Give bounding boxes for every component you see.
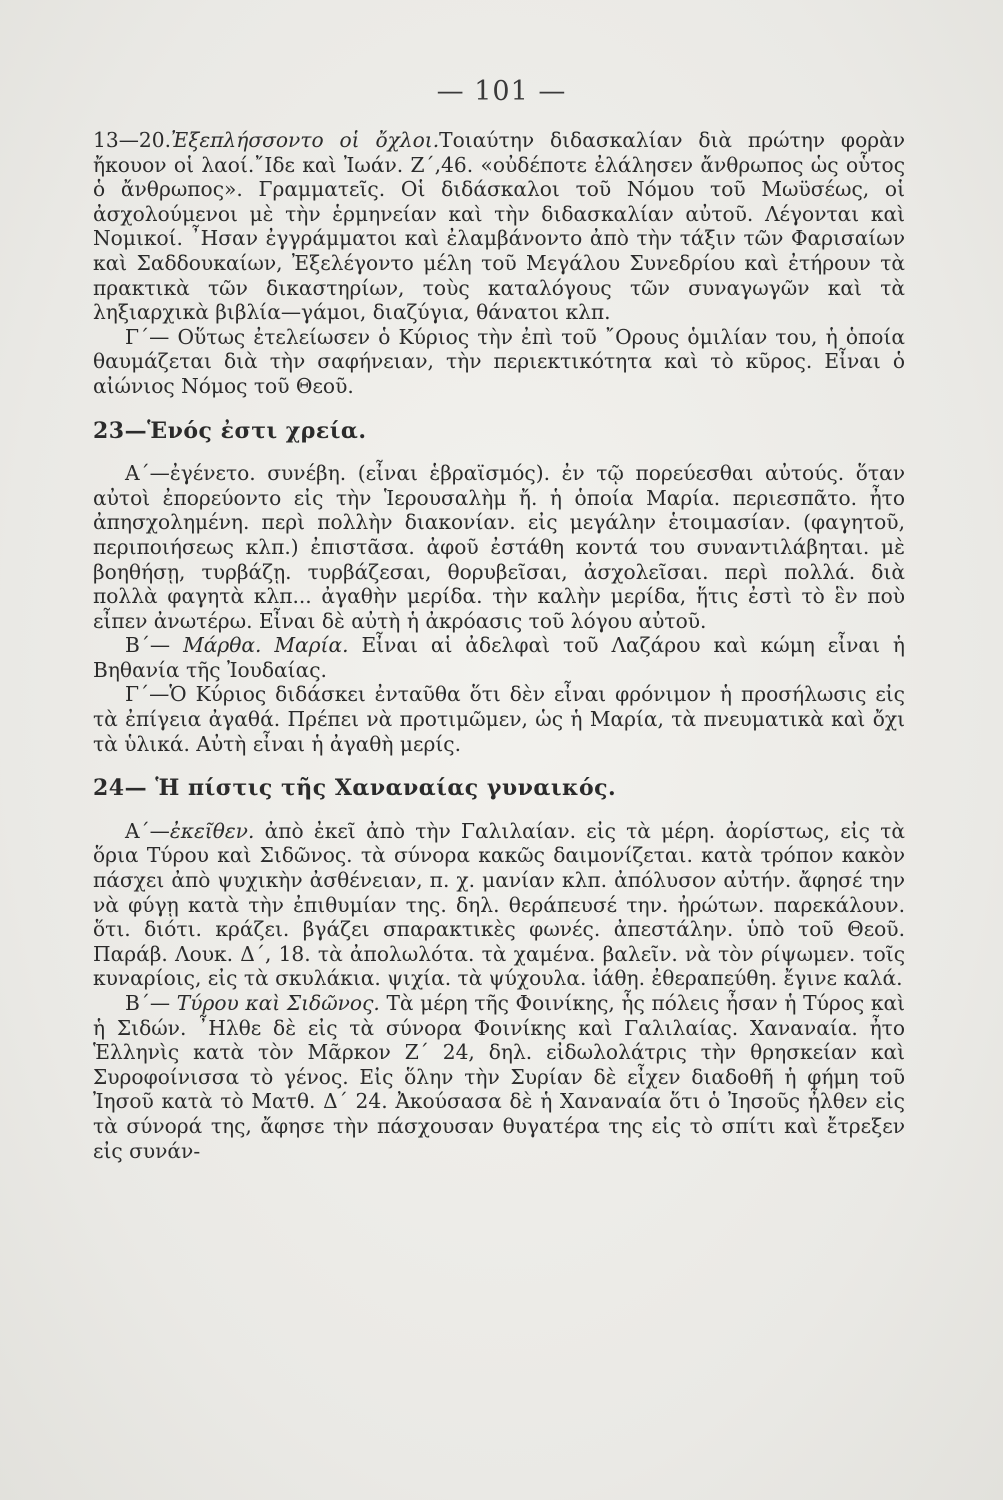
paragraph-text: ἀπὸ ἐκεῖ ἀπὸ τὴν Γαλιλαίαν. εἰς τὰ μέρη. ἀορίστως, εἰς τὰ ὅρια Τύρου καὶ Σιδῶνος. τὰ σύνορα κακῶς δαιμονίζεται. κατὰ τρόπον κακὸν πάσχει ἀπὸ ψυχικὴν ἀσθένειαν, π. χ. μανίαν κλπ. ἀπόλυσον αὐτήν. ἄφησέ την νὰ φύγῃ κατὰ τὴν ἐπιθυμίαν της. δηλ. θεράπευσέ την. ἠρώτων. παρεκάλουν. ὅτι. διότι. κράζει. βγάζει σπαρακτικὲς φωνές. ἀπεστάλην. ὑπὸ τοῦ Θεοῦ. Παράβ. Λουκ. Δ΄, 18. τὰ ἀπολωλότα. τὰ χαμένα. βαλεῖν. νὰ τὸν ρίψωμεν. τοῖς κυναρίοις, εἰς τὰ σκυλάκια. ψιχία. τὰ ψύχουλα. ἰάθη. ἐθεραπεύθη. ἔγινε καλά. [93,818,905,991]
paragraph-13-20 [93,128,905,325]
point-label: Γ΄— [125,324,170,349]
quoted-phrase: ἐκεῖθεν. [169,818,255,843]
section-heading-24: 24— Ἡ πίστις τῆς Χαναναίας γυναικός. [93,775,617,802]
paragraph-13-20-gamma [93,325,905,399]
paragraph-23-alpha: Α΄—ἐγένετο. συνέβη. (εἶναι ἑβραϊσμός). ἐν τῷ πορεύεσθαι αὐτούς. ὅταν αὐτοὶ ἐπορεύοντο εἰς τὴν Ἱερουσαλὴμ ἤ. ἡ ὁποία Μαρία. περιεσπᾶτο. ἦτο ἀπησχολημένη. περὶ πολλὴν διακονίαν. εἰς μεγάλην ἑτοιμασίαν. (φαγητοῦ, περιποιήσεως κλπ.) ἐπιστᾶσα. ἀφοῦ ἐστάθη κοντά του συναντιλάβηται. μὲ βοηθήσῃ, τυρβάζῃ. τυρβάζεσαι, θορυβεῖσαι, ἀσχολεῖσαι. περὶ πολλά. διὰ πολλὰ φαγητὰ κλπ... ἀγαθὴν μερίδα. τὴν καλὴν μερίδα, ἥτις ἐστὶ τὸ ἓν ποὺ εἶπεν ἀνωτέρω. Εἶναι δὲ αὐτὴ ἡ ἀκρόασις τοῦ λόγου αὐτοῦ. [93,461,905,633]
paragraph-text: Εἶναι αἱ ἀδελφαὶ τοῦ Λαζάρου καὶ κώμη εἶναι ἡ Βηθανία τῆς Ἰουδαίας. [93,633,906,682]
quoted-phrase: Ἐξεπλήσσοντο οἱ ὄχλοι. [170,128,440,152]
page-number: — 101 — [436,76,567,107]
paragraph-24-alpha [93,819,905,991]
quoted-phrase: Μάρθα. Μαρία. [183,633,349,658]
point-label: Β΄— [125,633,171,658]
paragraph-text: Τὰ μέρη τῆς Φοινίκης, ἧς πόλεις ἦσαν ἡ Τύρος καὶ ἡ Σιδών. ῏Ηλθε δὲ εἰς τὰ σύνορα Φοινίκης καὶ Γαλιλαίας. Χαναναία. ἦτο Ἑλληνὶς κατὰ τὸν Μᾶρκον Ζ΄ 24, δηλ. εἰδωλολάτρις τὴν θρησκείαν καὶ Συροφοίνισσα τὸ γένος. Εἰς ὅλην τὴν Συρίαν δὲ εἶχεν διαδοθῆ ἡ φήμη τοῦ Ἰησοῦ κατὰ τὸ Ματθ. Δ΄ 24. Ἀκούσασα δὲ ἡ Χαναναία ὅτι ὁ Ἰησοῦς ἦλθεν εἰς τὰ σύνορά της, ἄφησε τὴν πάσχουσαν θυγατέρα της εἰς τὸ σπίτι καὶ ἔτρεξεν εἰς συνάν- [93,991,906,1163]
verse-reference: 13—20. [93,128,171,152]
point-label: Α΄— [125,818,170,843]
paragraph-23-gamma: Γ΄—Ὁ Κύριος διδάσκει ἐνταῦθα ὅτι δὲν εἶναι φρόνιμον ἡ προσήλωσις εἰς τὰ ἐπίγεια ἀγαθά. Πρέπει νὰ προτιμῶμεν, ὡς ἡ Μαρία, τὰ πνευματικὰ καὶ ὄχι τὰ ὑλικά. Αὐτὴ εἶναι ἡ ἀγαθὴ μερίς. [93,682,905,756]
paragraph-text: Τοιαύτην διδασκαλίαν διὰ πρώτην φορὰν ἤκουον οἱ λαοί.῎Ιδε καὶ Ἰωάν. Ζ΄,46. «οὐδέποτε ἐλάλησεν ἄνθρωπος ὡς οὗτος ὁ ἄνθρωπος». Γραμματεῖς. Οἱ διδάσκαλοι τοῦ Νόμου τοῦ Μωϋσέως, οἱ ἀσχολούμενοι μὲ τὴν ἑρμηνείαν καὶ τὴν διδασκαλίαν αὐτοῦ. Λέγονται καὶ Νομικοί. ῏Ησαν ἐγγράμματοι καὶ ἐλαμβάνοντο ἀπὸ τὴν τάξιν τῶν Φαρισαίων καὶ Σαδδουκαίων, Ἐξελέγοντο μέλη τοῦ Μεγάλου Συνεδρίου καὶ ἐτήρουν τὰ πρακτικὰ τῶν δικαστηρίων, τοὺς καταλόγους τῶν συναγωγῶν καὶ τὰ ληξιαρχικὰ βιβλία—γάμοι, διαζύγια, θάνατοι κλπ. [93,128,905,325]
quoted-phrase: Τύρου καὶ Σιδῶνος. [176,991,380,1015]
point-label: Β΄— [125,991,171,1015]
paragraph-24-beta [93,991,905,1163]
paragraph-23-beta [93,633,905,682]
section-heading-23: 23—Ἑνός ἐστι χρεία. [93,417,367,444]
page-body [93,128,905,1163]
paragraph-text: Οὕτως ἐτελείωσεν ὁ Κύριος τὴν ἐπὶ τοῦ ῎Ορους ὁμιλίαν του, ἡ ὁποία θαυμάζεται διὰ τὴν σαφήνειαν, τὴν περιεκτικότητα καὶ τὸ κῦρος. Εἶναι ὁ αἰώνιος Νόμος τοῦ Θεοῦ. [93,324,905,398]
